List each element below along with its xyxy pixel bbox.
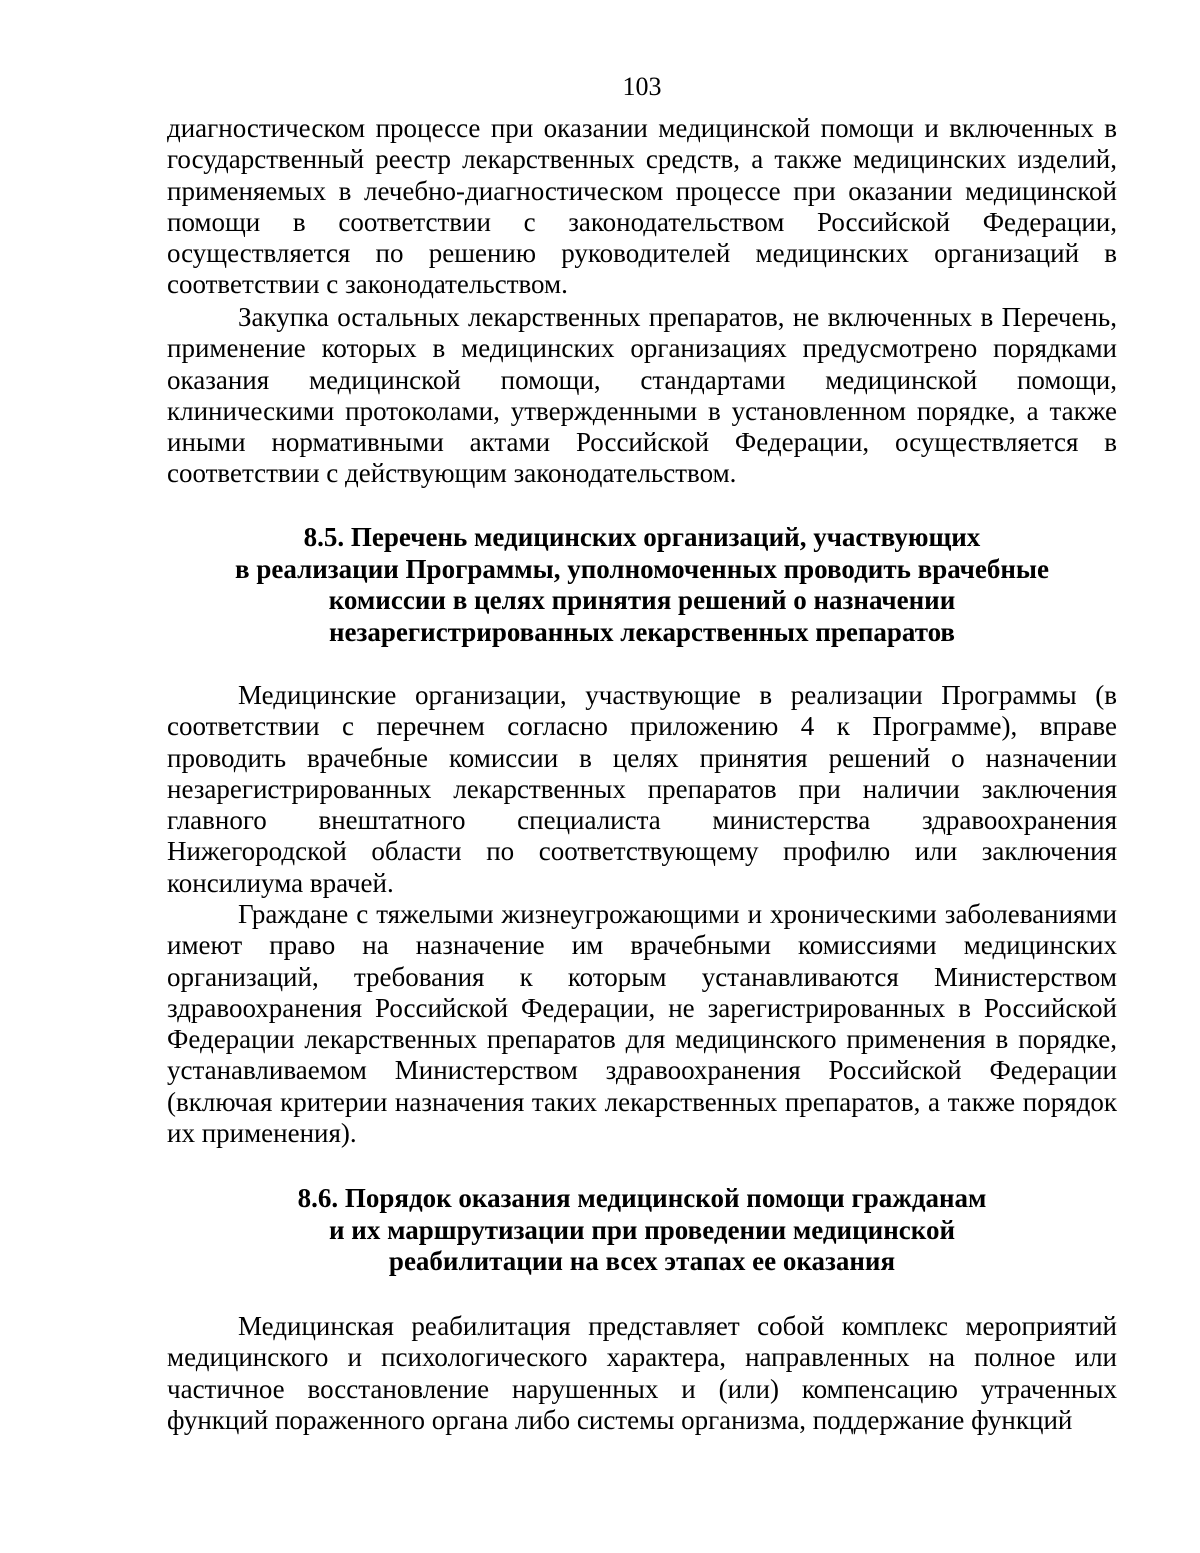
- section-8-5-body-1: [167, 680, 1117, 899]
- section-8-6-heading: [167, 1183, 1117, 1278]
- section-8-5-heading-line: в реализации Программы, уполномоченных проводить врачебные: [235, 553, 1049, 584]
- continuation-block: [167, 113, 1117, 301]
- section-8-5-heading-line: незарегистрированных лекарственных препаратов: [328, 616, 956, 647]
- purchase-block: [167, 302, 1117, 490]
- section-8-6-heading-line: реабилитации на всех этапах ее оказания: [388, 1246, 896, 1276]
- page-number: 103: [622, 72, 662, 101]
- purchase-paragraph: Закупка остальных лекарственных препаратов, не включенных в Перечень, применение которых в медицинских организациях предусмотрено порядками оказания медицинской помощи, стандартами медицинской помощи, клиническими протоколами, утвержденными в установленном порядке, а также иными нормативными актами Российской Федерации, осуществляется в соответствии с действующим законодательством.: [167, 302, 1117, 489]
- section-8-5-paragraph: Граждане с тяжелыми жизнеугрожающими и хроническими заболеваниями имеют право на назначение им врачебными комиссиями медицинских организаций, требования к которым устанавливаются Министерством здравоохранения Российской Федерации, не зарегистрированных в Российской Федерации лекарственных препаратов для медицинского применения в порядке, устанавливаемом Министерством здравоохранения Российской Федерации (включая критерии назначения таких лекарственных препаратов, а также порядок их применения).: [167, 899, 1117, 1149]
- section-8-5-heading: [167, 522, 1117, 648]
- continuation-paragraph: диагностическом процессе при оказании медицинской помощи и включенных в государственный реестр лекарственных средств, а также медицинских изделий, применяемых в лечебно-диагностическом процессе при оказании медицинской помощи в соответствии с законодательством Российской Федерации, осуществляется по решению руководителей медицинских организаций в соответствии с законодательством.: [167, 113, 1117, 300]
- section-8-6-heading-line: 8.6. Порядок оказания медицинской помощи гражданам: [297, 1183, 987, 1213]
- section-8-6-body: [167, 1311, 1117, 1436]
- section-8-5-heading-line: комиссии в целях принятия решений о назначении: [328, 585, 956, 615]
- section-8-6-heading-line: и их маршрутизации при проведении медицинской: [328, 1214, 956, 1245]
- section-8-5-body-2: [167, 899, 1117, 1149]
- section-8-6-paragraph: Медицинская реабилитация представляет собой комплекс мероприятий медицинского и психологического характера, направленных на полное или частичное восстановление нарушенных и (или) компенсацию утраченных функций пораженного органа либо системы организма, поддержание функций: [167, 1311, 1117, 1435]
- section-8-5-paragraph: Медицинские организации, участвующие в реализации Программы (в соответствии с перечнем согласно приложению 4 к Программе), вправе проводить врачебные комиссии в целях принятия решений о назначении незарегистрированных лекарственных препаратов при наличии заключения главного внештатного специалиста министерства здравоохранения Нижегородской области по соответствующему профилю или заключения консилиума врачей.: [167, 680, 1117, 898]
- section-8-5-heading-line: 8.5. Перечень медицинских организаций, участвующих: [303, 522, 981, 552]
